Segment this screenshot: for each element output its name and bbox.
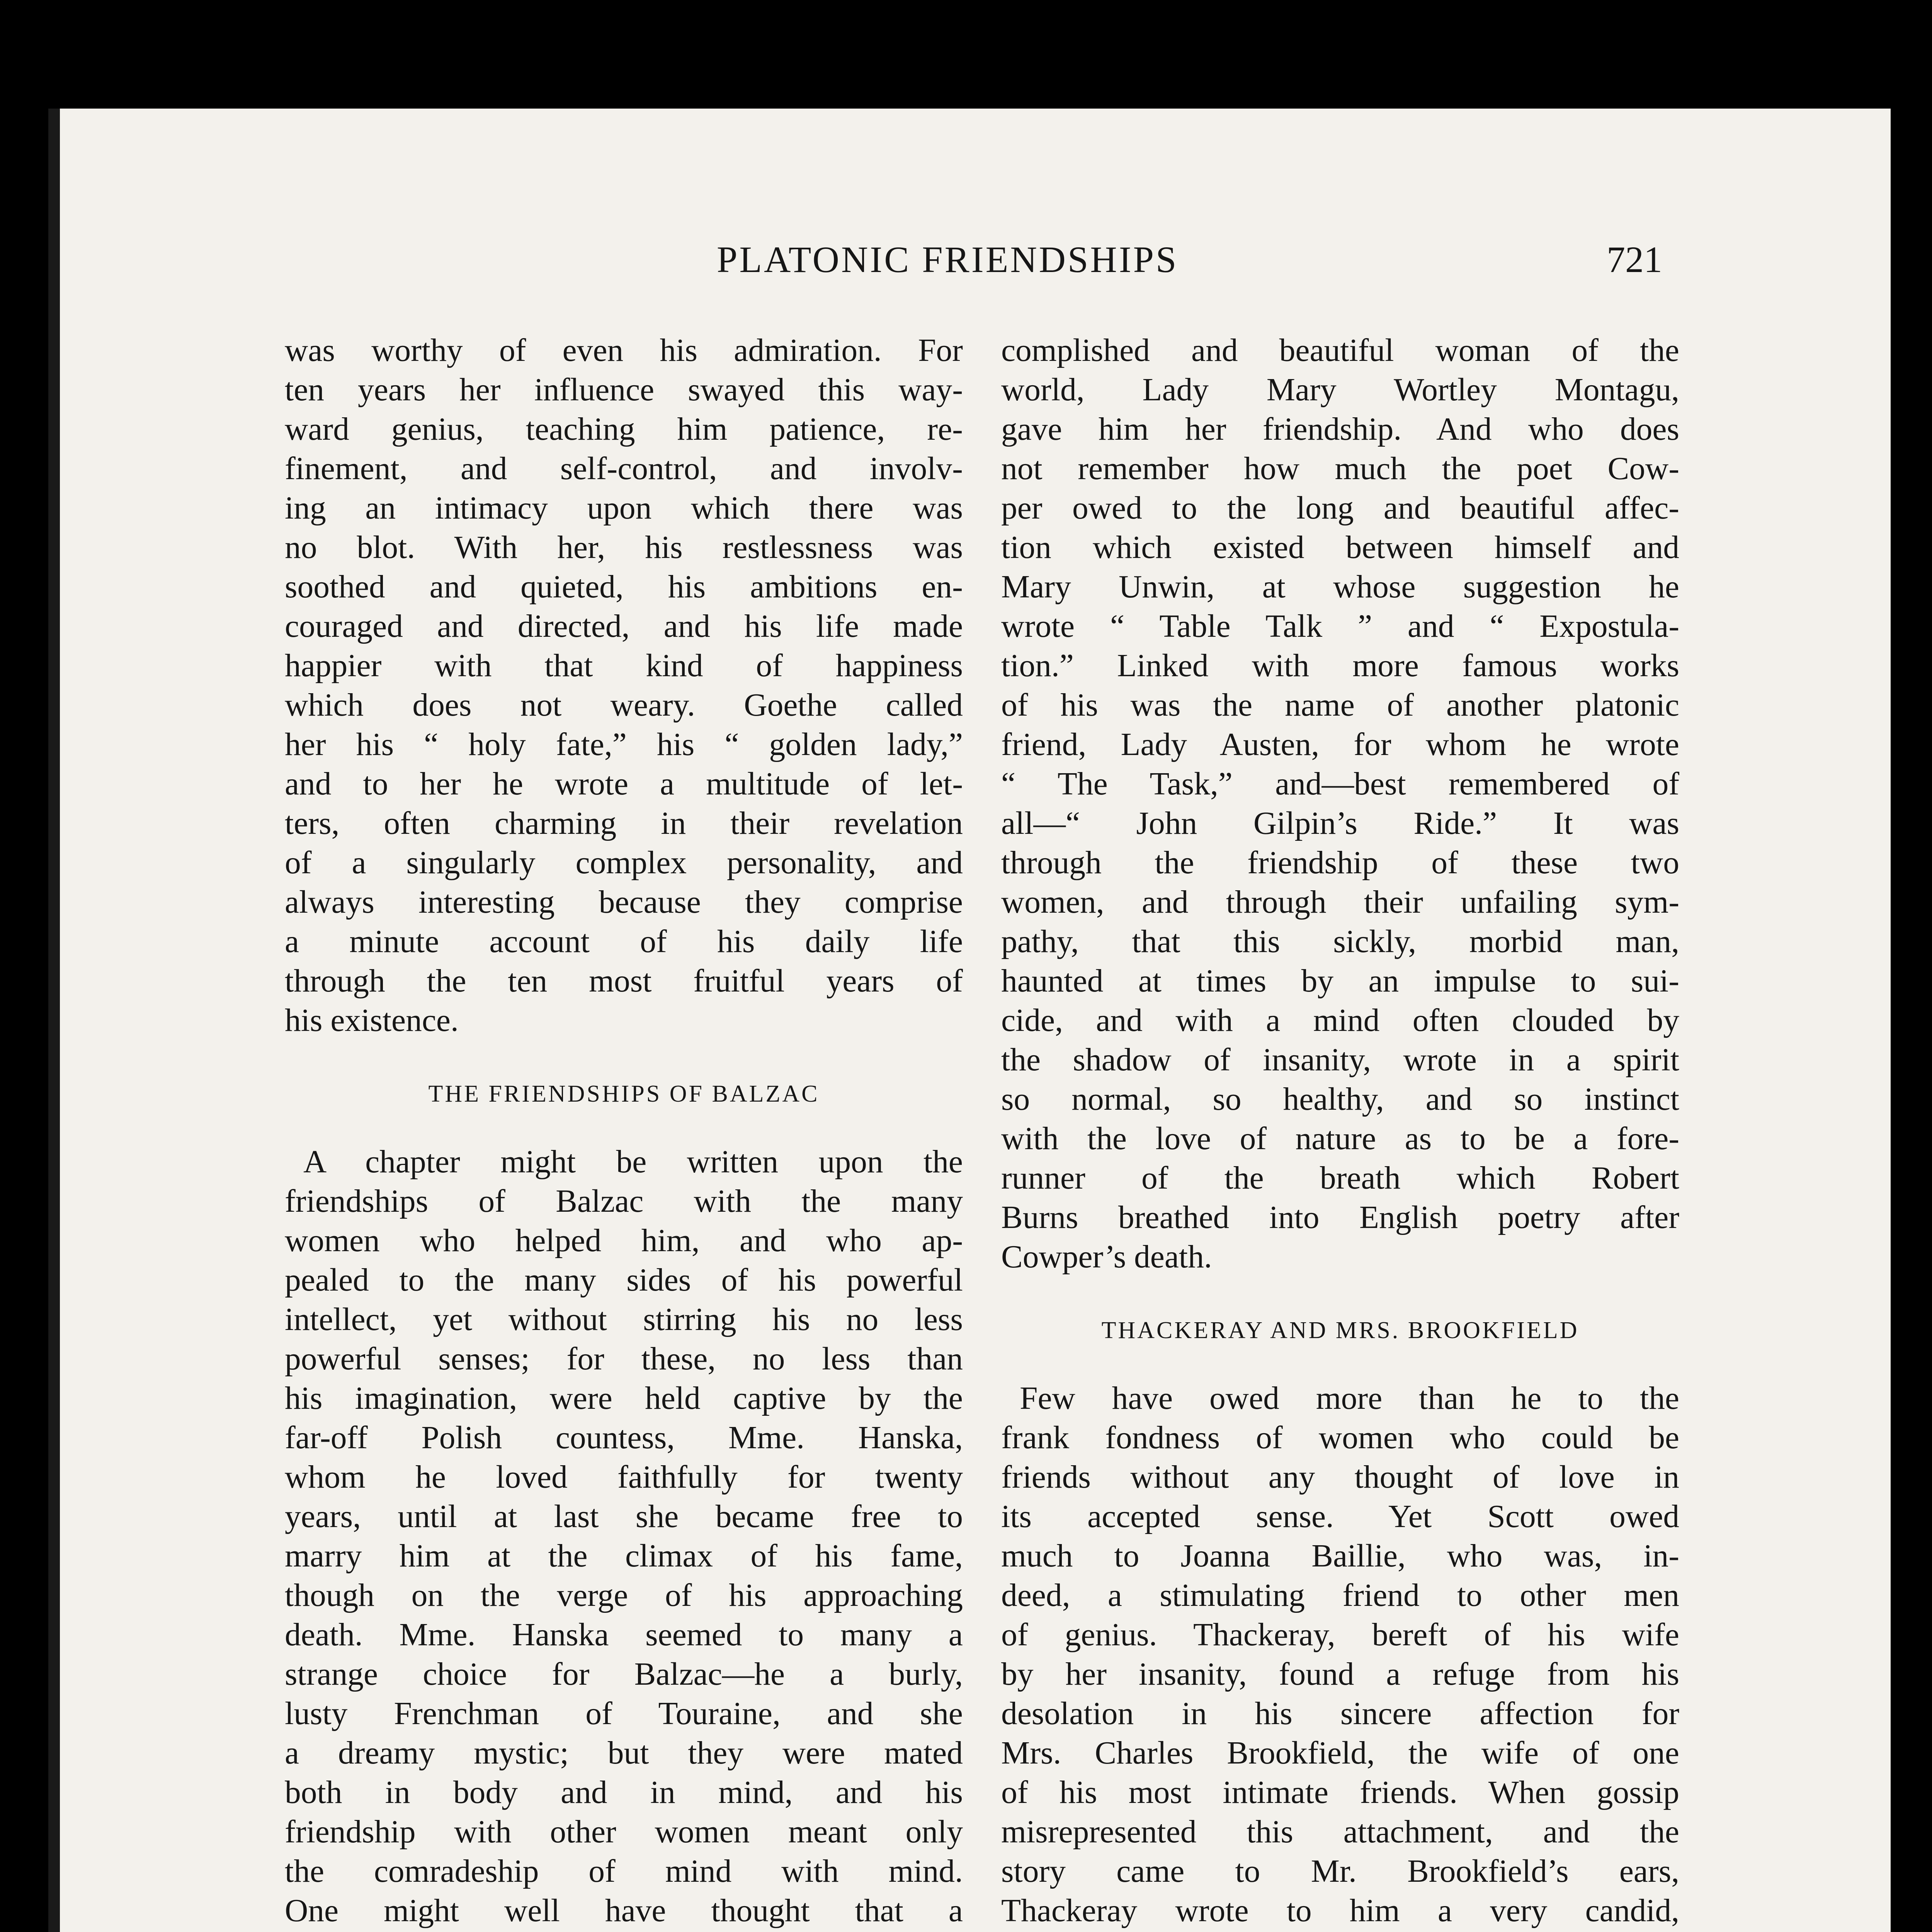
text-line: of his was the name of another platonic <box>1001 687 1679 723</box>
text-line: marry him at the climax of his fame, <box>285 1538 963 1574</box>
text-line: ing an intimacy upon which there was <box>285 490 963 526</box>
text-line: strange choice for Balzac—he a burly, <box>285 1656 963 1692</box>
text-line: runner of the breath which Robert <box>1001 1160 1679 1196</box>
text-line: frank fondness of women who could be <box>1001 1420 1679 1456</box>
text-line: his existence. <box>285 1003 459 1038</box>
text-line: world, Lady Mary Wortley Montagu, <box>1001 372 1679 408</box>
paragraph <box>1001 1379 1679 1932</box>
text-line: haunted at times by an impulse to sui- <box>1001 963 1679 999</box>
text-line: whom he loved faithfully for twenty <box>285 1459 963 1495</box>
text-line: Mary Unwin, at whose suggestion he <box>1001 569 1679 605</box>
text-line: women, and through their unfailing sym- <box>1001 884 1679 920</box>
text-line: gave him her friendship. And who does <box>1001 412 1679 447</box>
text-line: friendships of Balzac with the many <box>285 1184 963 1219</box>
text-line: was worthy of even his admiration. For <box>285 333 963 368</box>
section-heading-thackeray: THACKERAY AND MRS. BROOKFIELD <box>1101 1317 1579 1344</box>
text-line: ten years her influence swayed this way- <box>285 372 963 408</box>
text-line: a dreamy mystic; but they were mated <box>285 1735 963 1771</box>
text-line: both in body and in mind, and his <box>285 1775 963 1810</box>
text-line: friends without any thought of love in <box>1001 1459 1679 1495</box>
paragraph <box>285 331 963 1040</box>
text-line: a minute account of his daily life <box>285 924 963 959</box>
text-line <box>285 1930 963 1932</box>
text-line: ters, often charming in their revelation <box>285 806 963 841</box>
text-line: her his “ holy fate,” his “ golden lady,” <box>285 727 963 762</box>
paragraph <box>1001 331 1679 1277</box>
text-line: powerful senses; for these, no less than <box>285 1341 963 1377</box>
text-line: always interesting because they comprise <box>285 884 963 920</box>
text-line: which does not weary. Goethe called <box>285 687 963 723</box>
text-line: finement, and self-control, and involv- <box>285 451 963 486</box>
text-line: couraged and directed, and his life made <box>285 609 963 644</box>
text-line: by her insanity, found a refuge from his <box>1001 1656 1679 1692</box>
text-line: complished and beautiful woman of the <box>1001 333 1679 368</box>
text-line: and to her he wrote a multitude of let- <box>285 766 963 802</box>
text-line: misrepresented this attachment, and the <box>1001 1814 1679 1850</box>
text-line: Mrs. Charles Brookfield, the wife of one <box>1001 1735 1679 1771</box>
text-line: through the ten most fruitful years of <box>285 963 963 999</box>
text-line: women who helped him, and who ap- <box>285 1223 963 1259</box>
text-line: happier with that kind of happiness <box>285 648 963 684</box>
left-column <box>285 331 963 1932</box>
right-column <box>1001 331 1679 1932</box>
text-line: per owed to the long and beautiful affec- <box>1001 490 1679 526</box>
text-line: wrote “ Table Talk ” and “ Expostula- <box>1001 609 1679 644</box>
text-line: of a singularly complex personality, and <box>285 845 963 881</box>
text-line: story came to Mr. Brookfield’s ears, <box>1001 1854 1679 1889</box>
text-line: deed, a stimulating friend to other men <box>1001 1578 1679 1613</box>
text-line: Few have owed more than he to the <box>1020 1381 1679 1416</box>
text-line: its accepted sense. Yet Scott owed <box>1001 1499 1679 1534</box>
text-line: of his most intimate friends. When gossip <box>1001 1775 1679 1810</box>
text-line <box>1001 1930 1679 1932</box>
text-line: soothed and quieted, his ambitions en- <box>285 569 963 605</box>
text-line: though on the verge of his approaching <box>285 1578 963 1613</box>
section-heading-balzac: THE FRIENDSHIPS OF BALZAC <box>428 1081 820 1107</box>
text-line: of genius. Thackeray, bereft of his wife <box>1001 1617 1679 1653</box>
text-line: Burns breathed into English poetry after <box>1001 1200 1679 1235</box>
text-line: tion.” Linked with more famous works <box>1001 648 1679 684</box>
text-line: ward genius, teaching him patience, re- <box>285 412 963 447</box>
text-line: desolation in his sincere affection for <box>1001 1696 1679 1731</box>
text-line: much to Joanna Baillie, who was, in- <box>1001 1538 1679 1574</box>
text-line: far-off Polish countess, Mme. Hanska, <box>285 1420 963 1456</box>
text-line: the comradeship of mind with mind. <box>285 1854 963 1889</box>
text-line: his imagination, were held captive by the <box>285 1381 963 1416</box>
text-line: not remember how much the poet Cow- <box>1001 451 1679 486</box>
text-line: friendship with other women meant only <box>285 1814 963 1850</box>
text-line: pathy, that this sickly, morbid man, <box>1001 924 1679 959</box>
text-line: Cowper’s death. <box>1001 1239 1212 1275</box>
text-line: all—“ John Gilpin’s Ride.” It was <box>1001 806 1679 841</box>
text-line: through the friendship of these two <box>1001 845 1679 881</box>
text-line: cide, and with a mind often clouded by <box>1001 1003 1679 1038</box>
text-line: A chapter might be written upon the <box>303 1144 963 1180</box>
text-line: death. Mme. Hanska seemed to many a <box>285 1617 963 1653</box>
text-line: lusty Frenchman of Touraine, and she <box>285 1696 963 1731</box>
text-line: “ The Task,” and—best remembered of <box>1001 766 1679 802</box>
text-line: so normal, so healthy, and so instinct <box>1001 1082 1679 1117</box>
text-line: the shadow of insanity, wrote in a spirit <box>1001 1042 1679 1078</box>
book-page <box>48 109 1891 1932</box>
paragraph <box>285 1142 963 1932</box>
text-line: One might well have thought that a <box>285 1893 963 1929</box>
text-line: with the love of nature as to be a fore- <box>1001 1121 1679 1156</box>
text-line: pealed to the many sides of his powerful <box>285 1262 963 1298</box>
text-line: no blot. With her, his restlessness was <box>285 530 963 565</box>
text-line: Thackeray wrote to him a very candid, <box>1001 1893 1679 1929</box>
text-line: tion which existed between himself and <box>1001 530 1679 565</box>
text-line: years, until at last she became free to <box>285 1499 963 1534</box>
running-head: PLATONIC FRIENDSHIPS <box>717 239 1179 280</box>
page-number: 721 <box>1607 239 1662 280</box>
text-line: friend, Lady Austen, for whom he wrote <box>1001 727 1679 762</box>
text-line: intellect, yet without stirring his no less <box>285 1302 963 1337</box>
